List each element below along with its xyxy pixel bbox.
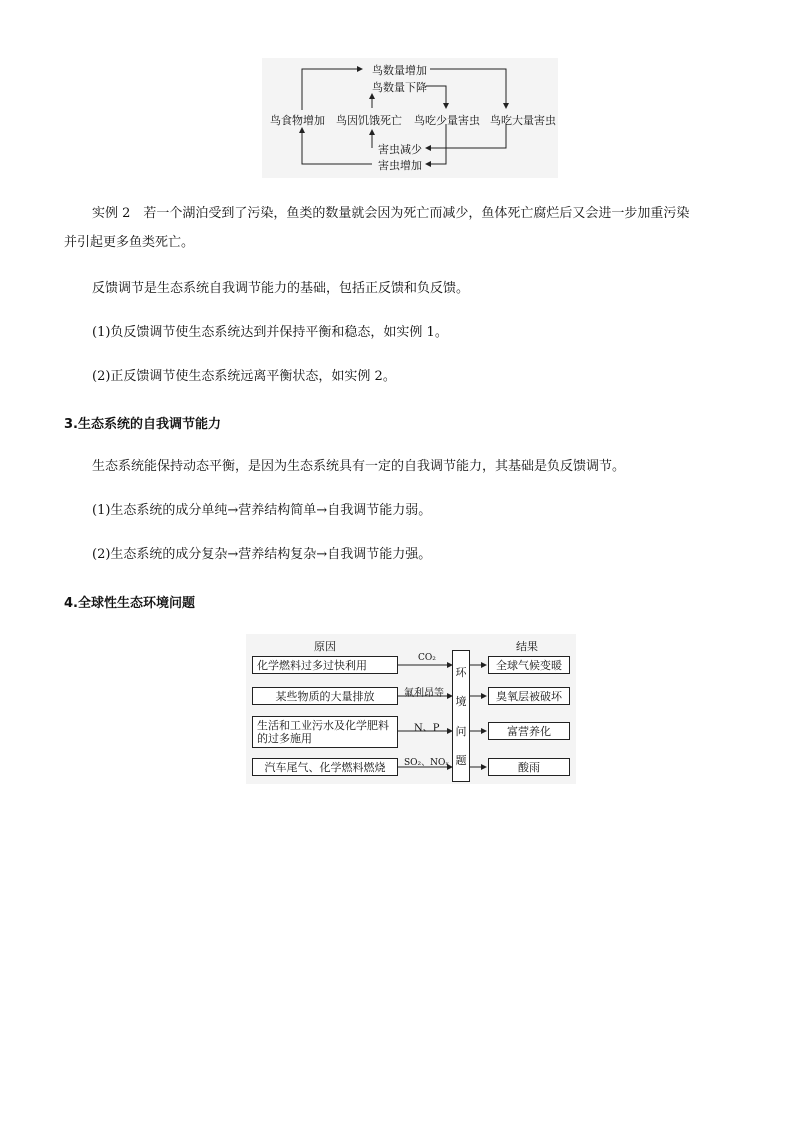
section3-item1: (1)生态系统的成分单纯→营养结构简单→自我调节能力弱。 xyxy=(92,503,432,518)
environment-problems-figure xyxy=(246,634,576,784)
cause-box-substance-emission: 某些物质的大量排放 xyxy=(252,687,398,705)
arrow-birdincrease-to-eatmany xyxy=(430,69,506,108)
bird-eat-many-node: 鸟吃大量害虫 xyxy=(490,114,556,127)
cause-header: 原因 xyxy=(314,640,336,653)
arrow-food-to-birdincrease xyxy=(302,69,362,110)
section4-title: 4.全球性生态环境问题 xyxy=(64,596,195,611)
feedback-intro: 反馈调节是生态系统自我调节能力的基础，包括正反馈和负反馈。 xyxy=(92,281,470,296)
environment-problem-center xyxy=(452,650,470,782)
bird-increase-label: 鸟数量增加 xyxy=(372,64,427,77)
bird-starve-node: 鸟因饥饿死亡 xyxy=(336,114,402,127)
arrow-pestincrease-to-food xyxy=(302,128,372,164)
negative-feedback-item: (1)负反馈调节使生态系统达到并保持平衡和稳态，如实例 1。 xyxy=(92,325,448,340)
section3-intro: 生态系统能保持动态平衡，是因为生态系统具有一定的自我调节能力，其基础是负反馈调节。 xyxy=(92,459,626,474)
center-char-2: 境 xyxy=(455,695,467,709)
cause-box-sewage-line2: 的过多施用 xyxy=(257,732,312,745)
arrow-eatfew-to-pestincrease xyxy=(426,124,446,164)
section3-title: 3.生态系统的自我调节能力 xyxy=(64,417,221,432)
positive-feedback-item: (2)正反馈调节使生态系统远离平衡状态，如实例 2。 xyxy=(92,369,396,384)
cause-box-exhaust: 汽车尾气、化学燃料燃烧 xyxy=(252,758,398,776)
result-box-ozone-damage: 臭氧层被破坏 xyxy=(488,687,570,705)
pest-increase-label: 害虫增加 xyxy=(378,159,422,172)
example2-line2: 并引起更多鱼类死亡。 xyxy=(64,235,195,250)
result-header: 结果 xyxy=(516,640,538,653)
agent-co2: CO₂ xyxy=(418,653,436,663)
result-box-eutrophication: 富营养化 xyxy=(488,722,570,740)
bird-decrease-label: 鸟数量下降 xyxy=(372,81,427,94)
center-char-3: 问 xyxy=(455,724,467,738)
cause-box-fossil-fuel: 化学燃料过多过快利用 xyxy=(252,656,398,674)
agent-so2-nox: SO₂、NOₓ xyxy=(404,758,450,768)
cause-box-sewage-line1: 生活和工业污水及化学肥料 xyxy=(257,719,389,732)
cause-box-sewage-fertilizer xyxy=(252,716,398,748)
bird-eat-few-node: 鸟吃少量害虫 xyxy=(414,114,480,127)
center-char-4: 题 xyxy=(455,754,467,768)
agent-np: N、P xyxy=(414,723,440,734)
result-box-global-warming: 全球气候变暖 xyxy=(488,656,570,674)
agent-freon: 氟利昂等 xyxy=(404,688,444,699)
arrow-birddecrease-to-eatfew xyxy=(426,86,446,108)
center-char-1: 环 xyxy=(455,665,467,679)
result-box-acid-rain: 酸雨 xyxy=(488,758,570,776)
pest-decrease-label: 害虫减少 xyxy=(378,143,422,156)
section3-item2: (2)生态系统的成分复杂→营养结构复杂→自我调节能力强。 xyxy=(92,547,432,562)
bird-food-increase-node: 鸟食物增加 xyxy=(270,114,325,127)
example2-line1: 实例 2 若一个湖泊受到了污染，鱼类的数量就会因为死亡而减少，鱼体死亡腐烂后又会进一步加重污染 xyxy=(92,206,690,221)
feedback-loop-figure xyxy=(262,58,558,178)
